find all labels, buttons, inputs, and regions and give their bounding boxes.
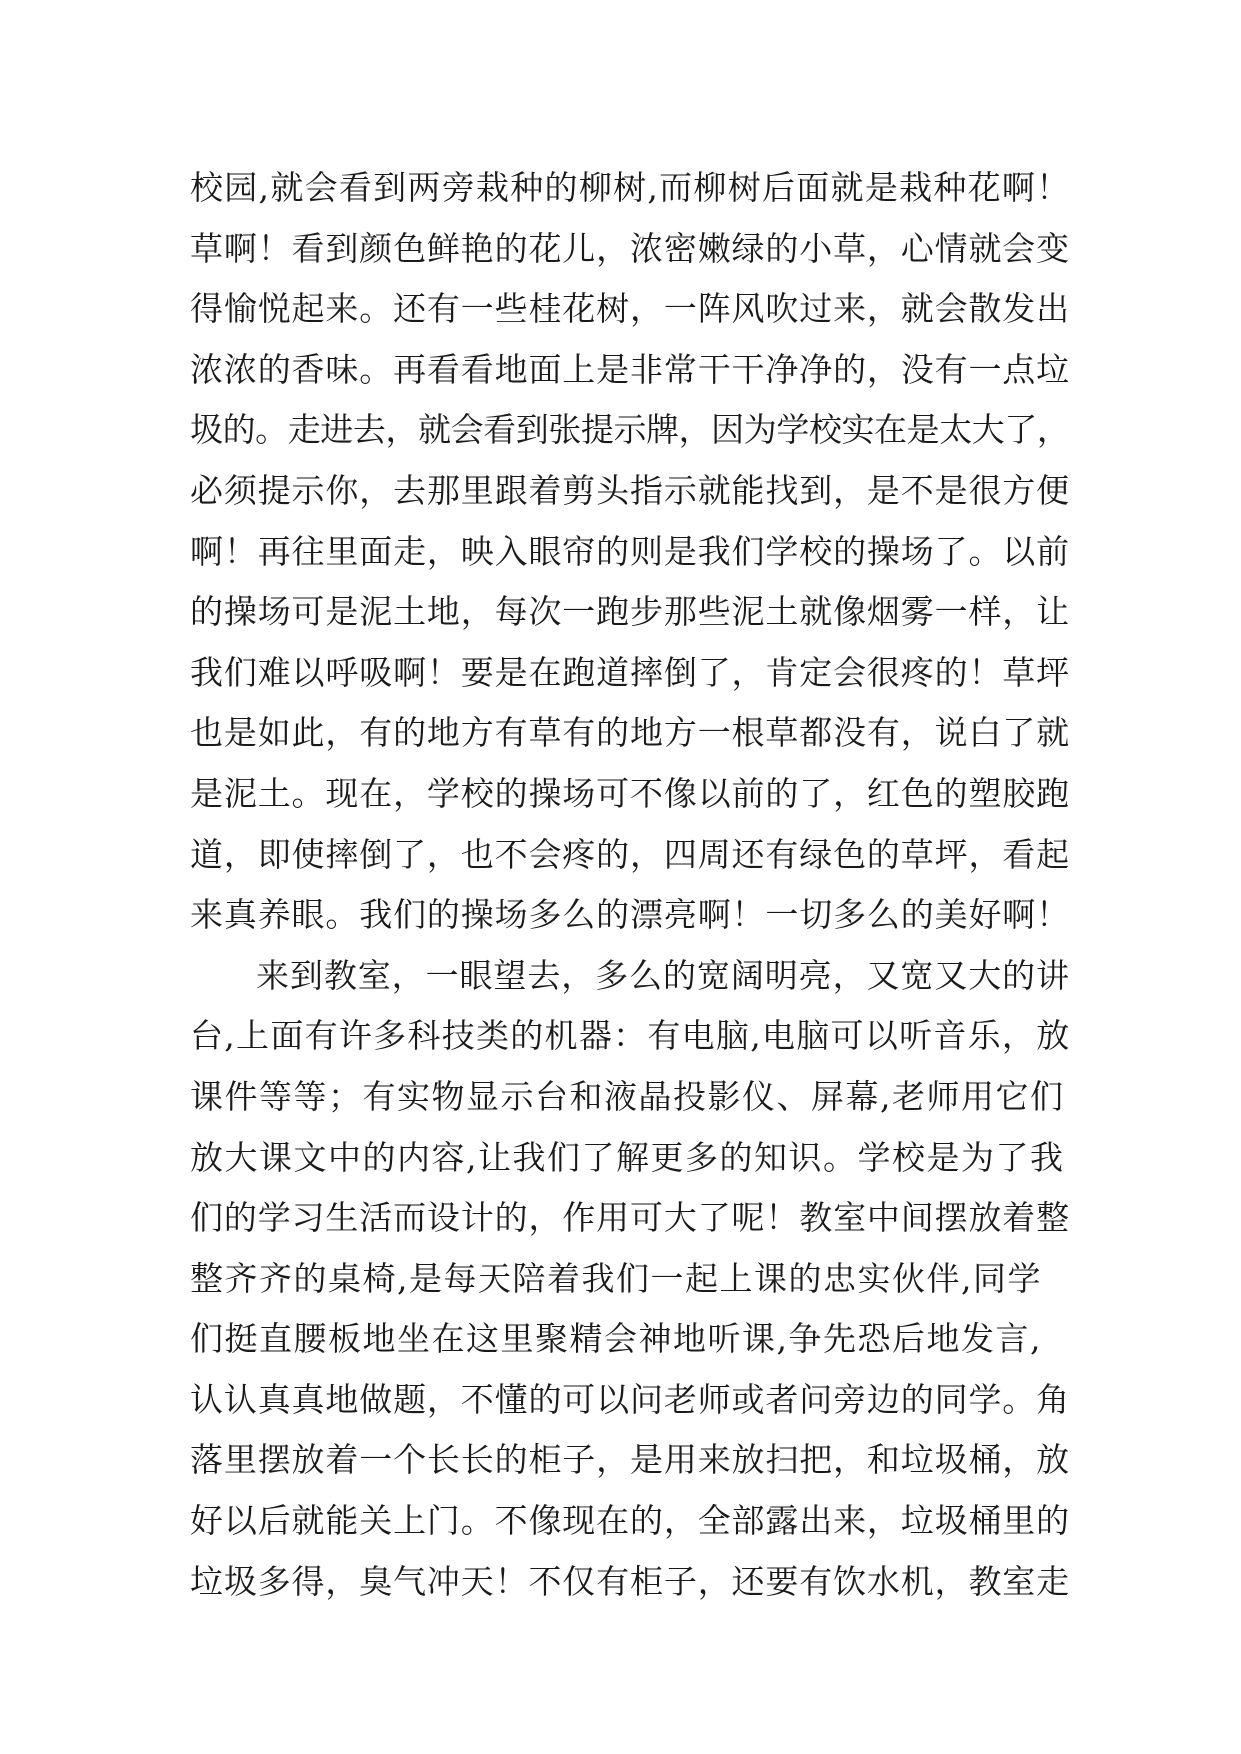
paragraph-start-line: 来到教室，一眼望去，多么的宽阔明亮，又宽又大的讲 xyxy=(256,955,1070,995)
text-line: 整齐齐的桌椅,是每天陪着我们一起上课的忠实伙伴,同学 xyxy=(190,1258,1042,1298)
text-line: 落里摆放着一个长长的柜子，是用来放扫把，和垃圾桶，放 xyxy=(190,1440,1070,1480)
text-line: 的操场可是泥土地，每次一跑步那些泥土就像烟雾一样，让 xyxy=(190,592,1070,632)
text-line: 我们难以呼吸啊！要是在跑道摔倒了，肯定会很疼的！草坪 xyxy=(190,652,1070,692)
text-line: 也是如此，有的地方有草有的地方一根草都没有，说白了就 xyxy=(190,713,1070,753)
text-line: 草啊！看到颜色鲜艳的花儿，浓密嫩绿的小草，心情就会变 xyxy=(190,228,1070,268)
text-line: 认认真真地做题，不懂的可以问老师或者问旁边的同学。角 xyxy=(190,1379,1070,1419)
text-line: 台,上面有许多科技类的机器：有电脑,电脑可以听音乐，放 xyxy=(190,1016,1071,1056)
text-line: 放大课文中的内容,让我们了解更多的知识。学校是为了我 xyxy=(190,1137,1065,1177)
text-line: 道，即使摔倒了，也不会疼的，四周还有绿色的草坪，看起 xyxy=(190,834,1070,874)
text-line: 课件等等；有实物显示台和液晶投影仪、屏幕,老师用它们 xyxy=(190,1076,1065,1116)
text-line: 得愉悦起来。还有一些桂花树，一阵风吹过来，就会散发出 xyxy=(190,289,1070,329)
text-line: 啊！再往里面走，映入眼帘的则是我们学校的操场了。以前 xyxy=(190,531,1070,571)
text-line: 好以后就能关上门。不像现在的，全部露出来，垃圾桶里的 xyxy=(190,1501,1070,1541)
text-line: 校园,就会看到两旁栽种的柳树,而柳树后面就是栽种花啊！ xyxy=(190,168,1071,207)
body-text xyxy=(190,158,1070,1612)
text-line: 来真养眼。我们的操场多么的漂亮啊！一切多么的美好啊！ xyxy=(190,895,1070,935)
text-line: 必须提示你，去那里跟着剪头指示就能找到，是不是很方便 xyxy=(190,470,1070,510)
text-line: 浓浓的香味。再看看地面上是非常干干净净的，没有一点垃 xyxy=(190,349,1070,389)
text-line: 圾的。走进去，就会看到张提示牌，因为学校实在是太大了， xyxy=(190,410,1070,450)
text-line: 是泥土。现在，学校的操场可不像以前的了，红色的塑胶跑 xyxy=(190,773,1070,813)
text-line: 们的学习生活而设计的，作用可大了呢！教室中间摆放着整 xyxy=(190,1198,1070,1238)
text-line: 垃圾多得，臭气冲天！不仅有柜子，还要有饮水机，教室走 xyxy=(190,1561,1070,1601)
text-line: 们挺直腰板地坐在这里聚精会神地听课,争先恐后地发言, xyxy=(190,1319,1042,1359)
